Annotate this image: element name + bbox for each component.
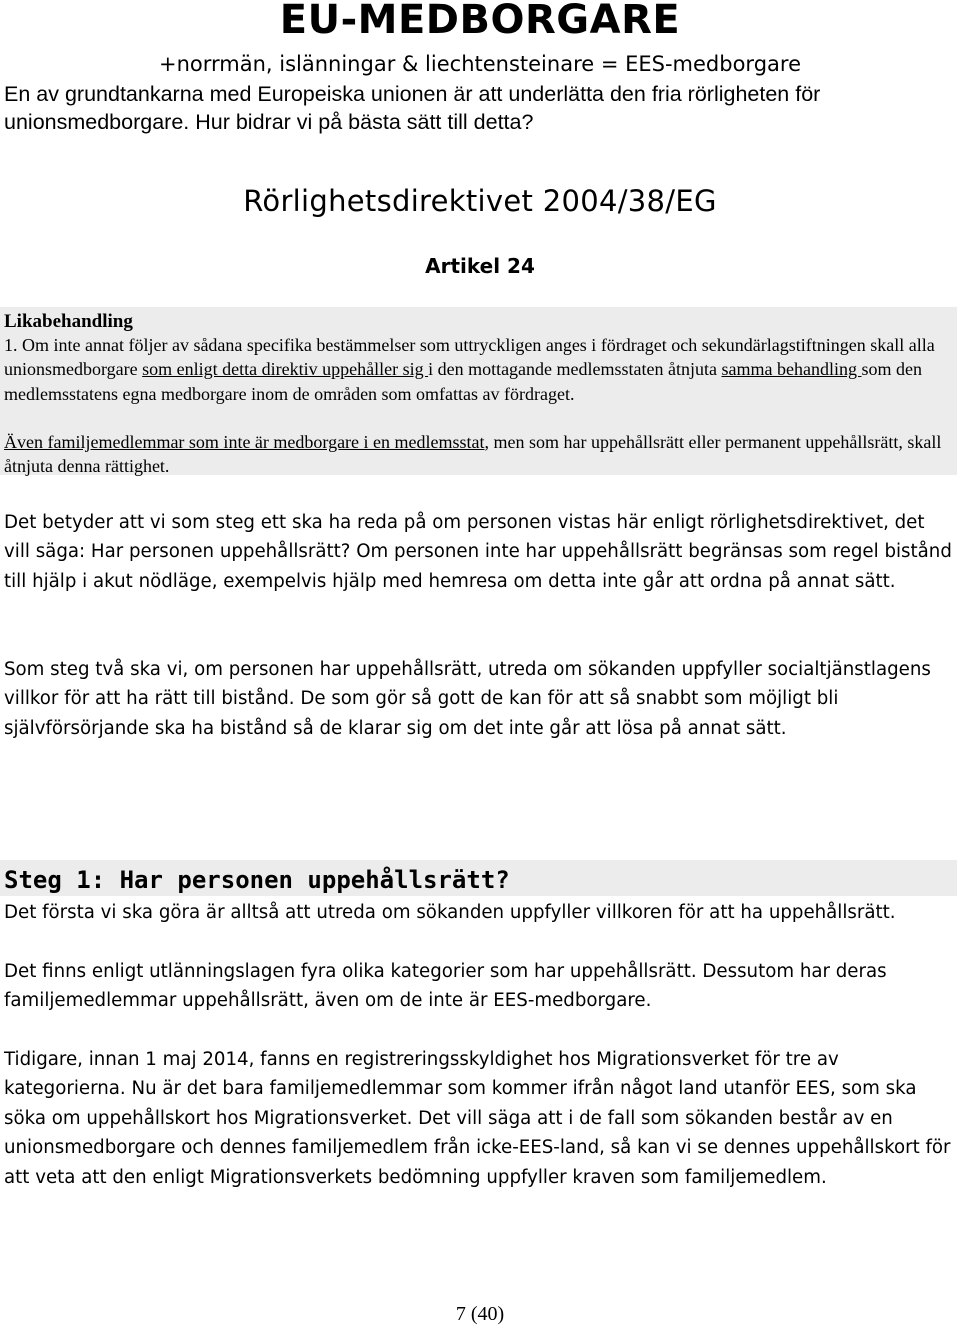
- underlined-text: som enligt detta direktiv uppehåller sig: [142, 359, 429, 380]
- body-paragraph-2: Som steg två ska vi, om personen har uppehållsrätt, utreda om sökanden uppfyller socialtjänstlagens villkor för att ha rätt till bistånd. De som gör så gott de kan för att så snabbt som möjligt bli självförsörjande ska ha bistånd så de klarar sig om det inte går att lösa på annat sätt.: [4, 659, 931, 739]
- body-paragraph-4: Det finns enligt utlänningslagen fyra olika kategorier som har uppehållsrätt. Dessutom har deras familjemedlemmar uppehållsrätt, även om de inte är EES-medborgare.: [4, 961, 887, 1012]
- directive-title: Rörlighetsdirektivet 2004/38/EG: [243, 184, 717, 218]
- body-paragraph-3: Det första vi ska göra är alltså att utreda om sökanden uppfyller villkoren för att ha uppehållsrätt.: [4, 902, 896, 923]
- underlined-text: samma behandling: [721, 359, 862, 380]
- underlined-text: Även familjemedlemmar som inte är medborgare i en medlemsstat: [4, 432, 485, 452]
- article-section-heading: Likabehandling: [4, 311, 133, 332]
- text-span: i den mottagande medlemsstaten åtnjuta: [428, 359, 722, 380]
- article-heading: Artikel 24: [425, 254, 535, 278]
- body-paragraph-1: Det betyder att vi som steg ett ska ha reda på om personen vistas här enligt rörlighetsdirektivet, det vill säga: Har personen uppehållsrätt? Om personen inte har uppehållsrätt begränsas som regel bistånd till hjälp i akut nödläge, exempelvis hjälp med hemresa om detta inte går att ordna på annat sätt.: [4, 512, 952, 592]
- page-number: 7 (40): [455, 1303, 505, 1325]
- body-paragraph-5: Tidigare, innan 1 maj 2014, fanns en registreringsskyldighet hos Migrationsverket för tre av kategorierna. Nu är det bara familjemedlemmar som kommer ifrån något land utanför EES, som ska söka om uppehållskort hos Migrationsverket. Det vill säga att i de fall som sökanden består av en unionsmedborgare och dennes familjemedlem från icke-EES-land, så kan vi se dennes uppehållskort för att veta att den enligt Migrationsverkets bedömning uppfyller kraven som familjemedlem.: [4, 1049, 951, 1188]
- document-title: EU-MEDBORGARE: [279, 0, 681, 43]
- document-subtitle: +norrmän, islänningar & liechtensteinare = EES-medborgare: [158, 52, 801, 76]
- article-paragraph-1: [4, 333, 954, 406]
- article-paragraph-2: [4, 430, 954, 479]
- article-quote-box: [0, 307, 957, 475]
- text-span: , men som har uppehållsrätt eller permanent uppehållsrätt, skall åtnjuta denna rättighet.: [4, 432, 942, 477]
- text-span: 1. Om inte annat följer av sådana specifika bestämmelser som uttryckligen anges i fördraget och sekundärlagstiftningen skall alla unionsmedborgare: [4, 335, 935, 380]
- intro-paragraph: En av grundtankarna med Europeiska unionen är att underlätta den fria rörligheten för unionsmedborgare. Hur bidrar vi på bästa sätt till detta?: [4, 82, 821, 134]
- text-span: som den medlemsstatens egna medborgare inom de områden som omfattas av fördraget.: [4, 359, 922, 404]
- step1-heading: Steg 1: Har personen uppehållsrätt?: [4, 866, 510, 894]
